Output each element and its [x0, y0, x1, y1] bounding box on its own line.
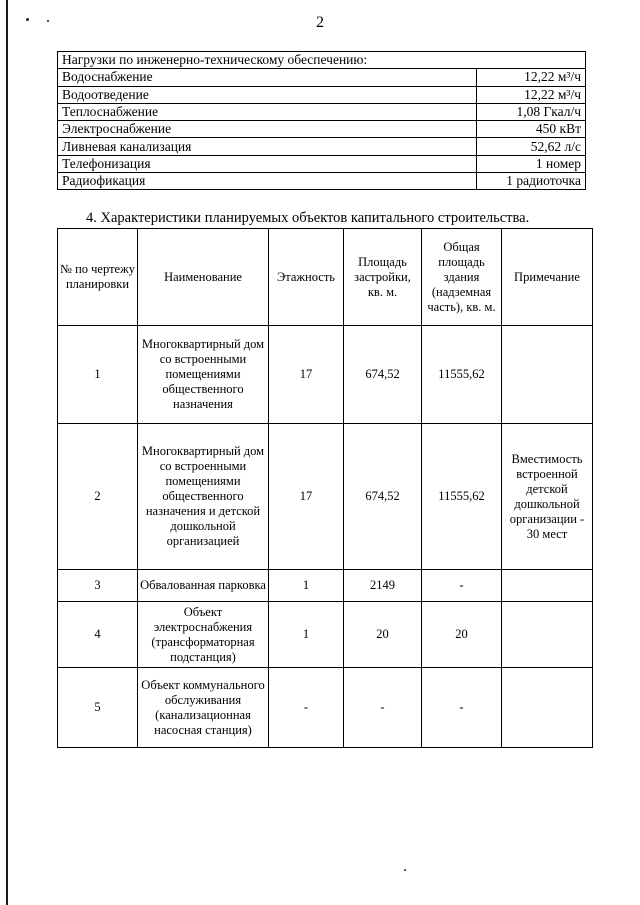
object-note [502, 668, 593, 748]
object-total-area: 11555,62 [422, 424, 502, 570]
load-value: 1,08 Гкал/ч [477, 103, 586, 120]
loads-row [58, 138, 586, 155]
load-name: Ливневая канализация [58, 138, 477, 155]
object-note [502, 602, 593, 668]
load-name: Водоотведение [58, 86, 477, 103]
object-number: 2 [58, 424, 138, 570]
scan-speck [404, 869, 406, 871]
object-built-area: - [344, 668, 422, 748]
object-total-area: - [422, 570, 502, 602]
object-number: 4 [58, 602, 138, 668]
object-name: Многоквартирный дом со встроенными помещениями общественного назначения [138, 326, 269, 424]
load-value: 52,62 л/с [477, 138, 586, 155]
object-floors: 17 [269, 424, 344, 570]
scan-edge-line [6, 0, 8, 905]
object-number: 3 [58, 570, 138, 602]
table-row [58, 570, 593, 602]
loads-header: Нагрузки по инженерно-техническому обеспечению: [58, 52, 586, 69]
load-name: Водоснабжение [58, 69, 477, 86]
object-built-area: 2149 [344, 570, 422, 602]
header-name: Наименование [138, 229, 269, 326]
object-note: Вместимость встроенной детской дошкольной организации - 30 мест [502, 424, 593, 570]
header-floors: Этажность [269, 229, 344, 326]
loads-table [57, 51, 586, 190]
load-value: 450 кВт [477, 121, 586, 138]
header-built-area: Площадь застройки, кв. м. [344, 229, 422, 326]
objects-header-row [58, 229, 593, 326]
load-name: Электроснабжение [58, 121, 477, 138]
table-row [58, 326, 593, 424]
load-value: 12,22 м³/ч [477, 86, 586, 103]
object-name: Многоквартирный дом со встроенными помещениями общественного назначения и детской дошкольной организацией [138, 424, 269, 570]
object-built-area: 674,52 [344, 326, 422, 424]
object-name: Обвалованная парковка [138, 570, 269, 602]
object-floors: - [269, 668, 344, 748]
header-total-area: Общая площадь здания (надземная часть), кв. м. [422, 229, 502, 326]
loads-row [58, 103, 586, 120]
object-name: Объект коммунального обслуживания (канализационная насосная станция) [138, 668, 269, 748]
header-number: № по чертежу планировки [58, 229, 138, 326]
header-note: Примечание [502, 229, 593, 326]
object-name: Объект электроснабжения (трансформаторная подстанция) [138, 602, 269, 668]
object-note [502, 570, 593, 602]
page-number: 2 [316, 14, 324, 31]
loads-row [58, 121, 586, 138]
object-total-area: 20 [422, 602, 502, 668]
object-built-area: 674,52 [344, 424, 422, 570]
load-value: 12,22 м³/ч [477, 69, 586, 86]
object-number: 5 [58, 668, 138, 748]
object-total-area: - [422, 668, 502, 748]
object-floors: 17 [269, 326, 344, 424]
load-name: Теплоснабжение [58, 103, 477, 120]
loads-row [58, 86, 586, 103]
loads-row [58, 155, 586, 172]
load-name: Радиофикация [58, 173, 477, 190]
load-name: Телефонизация [58, 155, 477, 172]
table-row [58, 668, 593, 748]
object-total-area: 11555,62 [422, 326, 502, 424]
object-note [502, 326, 593, 424]
section-title: 4. Характеристики планируемых объектов капитального строительства. [86, 210, 530, 226]
load-value: 1 радиоточка [477, 173, 586, 190]
objects-table [57, 228, 593, 748]
object-number: 1 [58, 326, 138, 424]
loads-header-row [58, 52, 586, 69]
object-built-area: 20 [344, 602, 422, 668]
loads-row [58, 69, 586, 86]
object-floors: 1 [269, 570, 344, 602]
loads-row [58, 173, 586, 190]
load-value: 1 номер [477, 155, 586, 172]
table-row [58, 424, 593, 570]
object-floors: 1 [269, 602, 344, 668]
table-row [58, 602, 593, 668]
